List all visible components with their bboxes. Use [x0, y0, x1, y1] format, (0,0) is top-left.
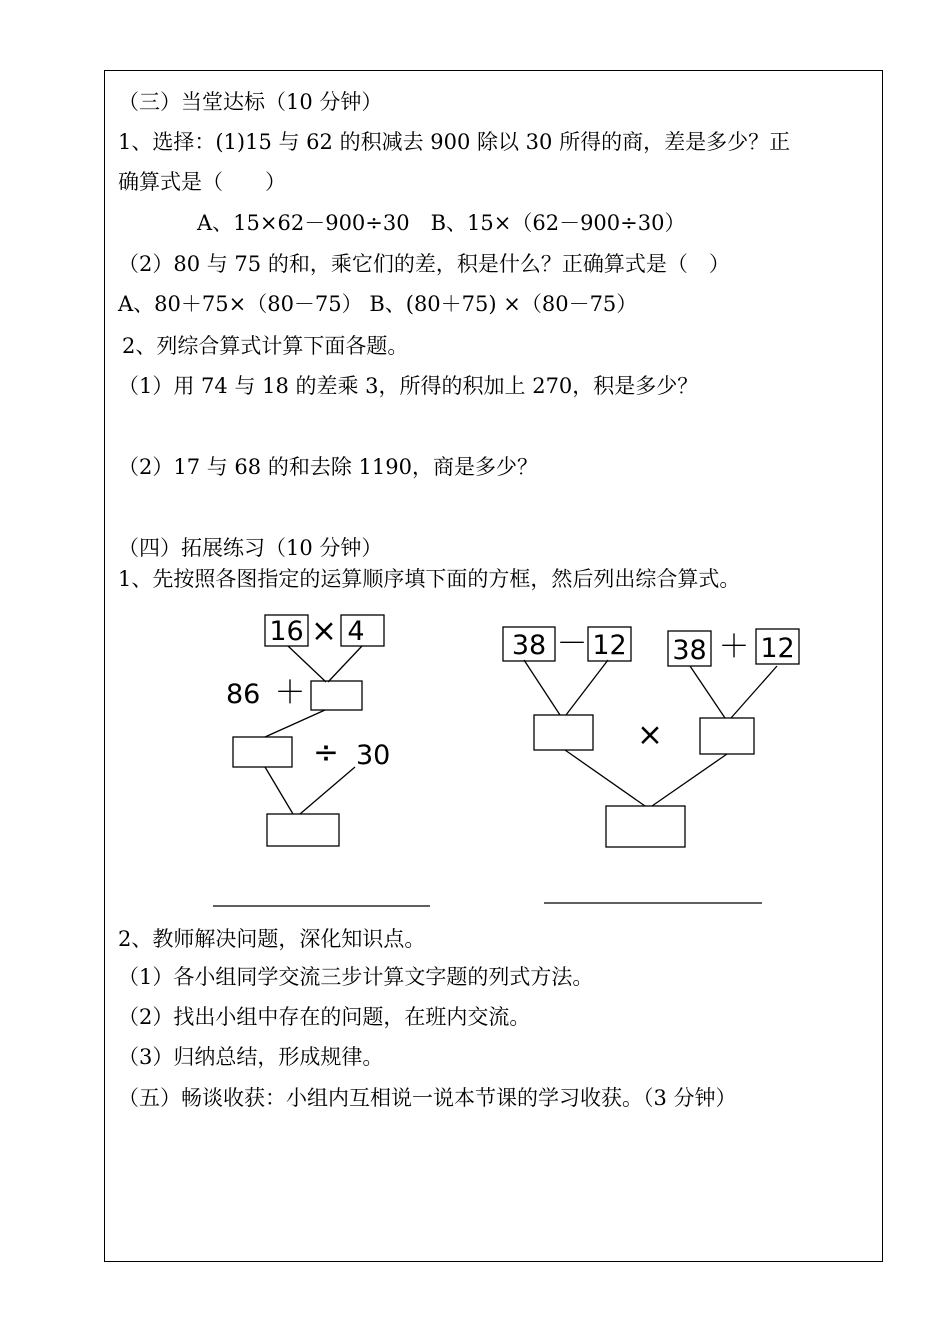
plus-sign: ＋	[274, 675, 306, 711]
blank-box-result[interactable]	[267, 814, 339, 846]
left-diagram-lines	[265, 646, 362, 814]
left-diagram	[226, 613, 390, 846]
section4-q1: 1、先按照各图指定的运算顺序填下面的方框，然后列出综合算式。	[118, 567, 741, 591]
blank-box-sum[interactable]	[311, 681, 362, 710]
blank-box-partial[interactable]	[233, 737, 292, 767]
num-86: 86	[226, 679, 261, 710]
times-sign: ×	[311, 613, 337, 649]
section4-q2-item-2: （2）找出小组中存在的问题，在班内交流。	[118, 1005, 531, 1029]
section4-q2-item-3: （3）归纳总结，形成规律。	[118, 1045, 384, 1069]
section3-title: （三）当堂达标（10 分钟）	[118, 90, 383, 114]
num-12-a: 12	[592, 630, 627, 661]
num-16: 16	[269, 616, 304, 647]
num-38-b: 38	[672, 635, 707, 666]
q1-part2-options: A、80＋75×（80－75） B、(80＋75) ×（80－75）	[118, 292, 638, 316]
plus-sign-right: ＋	[718, 629, 750, 665]
blank-box-sum-right[interactable]	[700, 718, 754, 754]
num-38-a: 38	[511, 630, 547, 661]
q1-options: A、15×62－900÷30 B、15×（62－900÷30）	[197, 211, 686, 235]
num-4: 4	[347, 616, 365, 647]
q1-line1: 1、选择：(1)15 与 62 的积减去 900 除以 30 所得的商，差是多少？正	[118, 130, 791, 154]
q2-item-2: （2）17 与 68 的和去除 1190，商是多少？	[118, 455, 538, 479]
num-30: 30	[356, 740, 391, 771]
minus-sign: －	[556, 626, 588, 662]
q2-item-1: （1）用 74 与 18 的差乘 3，所得的积加上 270，积是多少？	[118, 374, 699, 398]
divide-sign: ÷	[313, 735, 339, 771]
q1-part2: （2）80 与 75 的和，乘它们的差，积是什么？正确算式是（ ）	[118, 252, 730, 276]
q1-line2: 确算式是（ ）	[118, 170, 286, 194]
section5-line: （五）畅谈收获：小组内互相说一说本节课的学习收获。（3 分钟）	[118, 1086, 737, 1110]
q2-title: 2、列综合算式计算下面各题。	[122, 334, 409, 358]
section4-q2-title: 2、教师解决问题，深化知识点。	[118, 927, 426, 951]
times-sign-right: ×	[637, 717, 663, 753]
blank-box-product[interactable]	[606, 806, 685, 847]
section4-title: （四）拓展练习（10 分钟）	[118, 536, 383, 560]
section4-q2-item-1: （1）各小组同学交流三步计算文字题的列式方法。	[118, 965, 594, 989]
blank-box-difference[interactable]	[534, 715, 593, 750]
num-12-b: 12	[760, 633, 795, 664]
right-diagram	[503, 626, 799, 847]
